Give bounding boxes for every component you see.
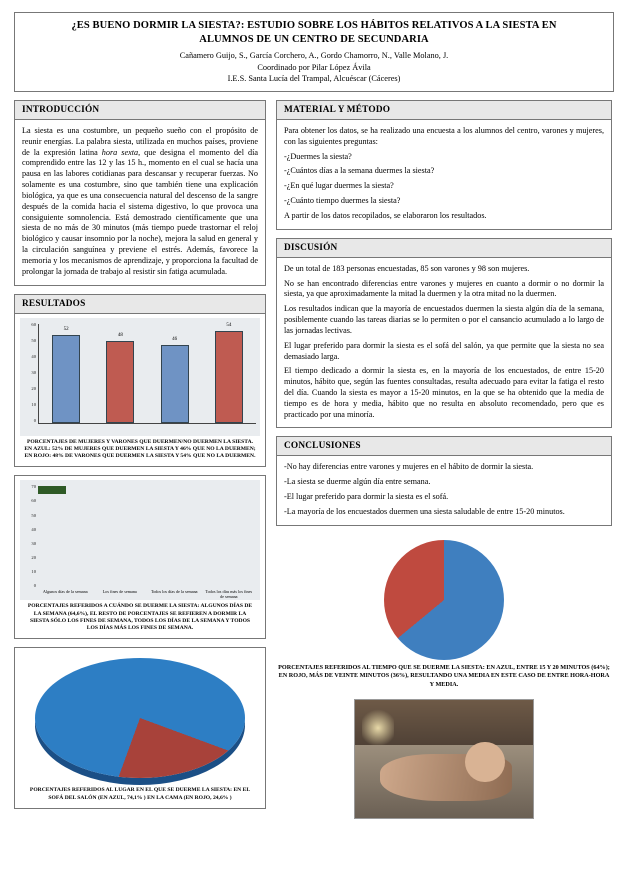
discusion-p1: De un total de 183 personas encuestadas, 85 son varones y 98 son mujeres. <box>284 263 530 273</box>
section-body-conclusiones <box>276 456 612 525</box>
figure-sexo-siesta <box>14 314 266 468</box>
x-tick: Todos los días más los fines de semana <box>205 589 253 599</box>
pie-chart-tiempo-siesta <box>276 534 612 664</box>
bar-value-label: 46 <box>172 336 178 342</box>
section-heading-discusion: DISCUSIÓN <box>276 238 612 258</box>
conclusion-1: -No hay diferencias entre varones y mujeres en el hábito de dormir la siesta. <box>284 462 534 472</box>
pie-lugar-slices <box>35 658 245 778</box>
y-tick: 0 <box>33 583 36 589</box>
bar-chart-dias-semana <box>20 480 260 600</box>
discusion-p4: El lugar preferido para dormir la siesta es el sofá del salón, ya que permite que la siesta no sea demasiado larga. <box>284 340 604 361</box>
y-tick: 60 <box>31 498 36 504</box>
figure-caption-lugar-siesta: PORCENTAJES REFERIDOS AL LUGAR EN EL QUE SE DUERME LA SIESTA: EN EL SOFÁ DEL SALÓN (EN AZUL, 74,1% ) EN LA CAMA (EN ROJO, 24,6% ) <box>29 787 251 801</box>
bar-varones-duermen <box>161 336 189 423</box>
section-body-discusion <box>276 258 612 429</box>
poster-columns <box>14 100 614 819</box>
y-tick: 60 <box>31 321 36 327</box>
left-column <box>14 100 266 819</box>
conclusion-2: -La siesta se duerme algún día entre semana. <box>284 477 431 487</box>
material-outro: A partir de los datos recopilados, se elaboraron los resultados. <box>284 210 487 220</box>
discusion-p2: No se han encontrado diferencias entre varones y mujeres en cuanto a dormir o no dormir la siesta, ya que aproximadamente la mitad la duermen y la otra mitad no la duermen. <box>284 278 604 299</box>
y-tick: 70 <box>31 484 36 490</box>
bar-todos-mas-fines <box>38 492 66 494</box>
photo-head <box>465 742 504 782</box>
bar-chart-sexo-siesta <box>20 318 260 436</box>
x-tick: Algunos días de la semana <box>42 589 88 595</box>
authors: Cañamero Guijo, S., García Corchero, A., Gordo Chamorro, N., Valle Molano, J. <box>179 51 449 61</box>
y-tick: 20 <box>31 386 36 392</box>
intro-text-a: La siesta es una costumbre, un pequeño sueño con el propósito de reunir energías. La palabra siesta, utilizada en muchos países, proviene de la expresión latina <box>22 125 258 157</box>
section-body-introduccion <box>14 120 266 286</box>
material-q4: -¿Cuánto tiempo duermes la siesta? <box>284 196 401 206</box>
photo-light <box>362 707 394 749</box>
y-axis-labels-2 <box>22 484 36 588</box>
x-axis-labels-2 <box>38 590 256 599</box>
bar-mujeres-no-duermen <box>106 333 134 422</box>
title-line-1: ¿ES BUENO DORMIR LA SIESTA?: ESTUDIO SOBRE LOS HÁBITOS RELATIVOS A LA SIESTA EN <box>71 20 557 31</box>
y-tick: 40 <box>31 353 36 359</box>
section-heading-resultados: RESULTADOS <box>14 294 266 314</box>
institution: I.E.S. Santa Lucía del Trampal, Alcuéscar (Cáceres) <box>227 73 401 83</box>
x-tick: Todos los días de la semana <box>150 589 198 595</box>
figure-caption-sexo-siesta: PORCENTAJES DE MUJERES Y VARONES QUE DUERMEN/NO DUERMEN LA SIESTA. EN AZUL: 52% DE MUJERES QUE DUERMEN LA SIESTA Y 46% QUE NO LA DUERMEN; EN ROJO: 48% DE VARONES QUE DUERMEN LA SIESTA Y 54% QUE NO LA DUERMEN. <box>24 438 256 460</box>
coordinator: Coordinado por Pilar López Ávila <box>257 62 371 72</box>
bar-plot-area-2 <box>38 486 256 494</box>
discusion-p5: El tiempo dedicado a dormir la siesta es, en la mayoría de los encuestados, de entre 15-20 minutos, hábito que, según las fuentes consultadas, resulta adecuado para evitar la fatiga el resto del día. Cuando la siesta es mayor a 15-20 minutos, en la que se ha obtenido que la media de tiempo es de hora y media, hábito que no resulta en absoluto recomendado, pero que es practicado por una minoría. <box>284 366 604 419</box>
figure-tiempo-siesta <box>276 534 612 689</box>
intro-text-italic: hora sexta <box>101 147 139 157</box>
figure-caption-dias-semana: PORCENTAJES REFERIDOS A CUÁNDO SE DUERME LA SIESTA: ALGUNOS DÍAS DE LA SEMANA (64,6%), EL RESTO DE PORCENTAJES SE REFIEREN A DORMIR LA SIESTA SÓLO LOS FINES DE SEMANA, TODOS LOS DÍAS DE LA SEMANA Y TODOS LOS DÍAS MÁS LOS FINES DE SEMANA. <box>27 603 253 632</box>
figure-caption-tiempo-siesta: PORCENTAJES REFERIDOS AL TIEMPO QUE SE DUERME LA SIESTA: EN AZUL, ENTRE 15 Y 20 MINUTOS (64%); EN ROJO, MÁS DE VEINTE MINUTOS (36%), RESULTANDO UNA MEDIA EN ESTE CASO DE ENTRE HORA-HORA Y MEDIA. <box>278 663 610 688</box>
x-tick: Los fines de semana <box>102 589 137 595</box>
title-line-2: ALUMNOS DE UN CENTRO DE SECUNDARIA <box>199 34 429 46</box>
y-tick: 30 <box>31 540 36 546</box>
y-tick: 10 <box>31 569 36 575</box>
figure-dias-semana <box>14 475 266 639</box>
section-heading-introduccion: INTRODUCCIÓN <box>14 100 266 120</box>
y-tick: 30 <box>31 369 36 375</box>
photo-container <box>276 699 612 819</box>
right-column <box>276 100 612 819</box>
figure-lugar-siesta <box>14 647 266 809</box>
photo-person-sleeping <box>354 699 534 819</box>
bar-value-label: 48 <box>117 333 123 339</box>
page-title <box>23 19 605 47</box>
section-body-material <box>276 120 612 230</box>
pie-chart-lugar-siesta <box>20 652 260 784</box>
y-tick: 40 <box>31 526 36 532</box>
discusion-p3: Los resultados indican que la mayoría de encuestados duermen la siesta algún día de la semana, posiblemente cuando las tareas diarias se lo permiten o por el cansancio acumulado a lo largo de las jornadas lectivas. <box>284 304 604 335</box>
y-axis-labels-1 <box>22 322 36 424</box>
material-q1: -¿Duermes la siesta? <box>284 151 352 161</box>
y-tick: 50 <box>31 512 36 518</box>
material-intro: Para obtener los datos, se ha realizado una encuesta a los alumnos del centro, varones y mujeres, con las siguientes preguntas: <box>284 125 604 146</box>
material-q2: -¿Cuántos días a la semana duermes la siesta? <box>284 166 435 176</box>
section-heading-material: MATERIAL Y MÉTODO <box>276 100 612 120</box>
bar-value-label: 52 <box>63 326 69 332</box>
y-tick: 50 <box>31 337 36 343</box>
pie-tiempo-slices <box>384 540 504 660</box>
y-tick: 20 <box>31 555 36 560</box>
bar-plot-area-1 <box>38 324 256 424</box>
bar-mujeres-duermen <box>52 326 80 423</box>
conclusion-3: -El lugar preferido para dormir la siesta es el sofá. <box>284 492 449 502</box>
poster-title-block <box>14 12 614 92</box>
section-heading-conclusiones: CONCLUSIONES <box>276 436 612 456</box>
material-q3: -¿En qué lugar duermes la siesta? <box>284 181 394 191</box>
intro-text-b: , que designa el momento del día comprendido entre las 12 y las 15 h., momento en el cual se hacía una pausa en las labores cotidianas para descansar y recuperar fuerzas. No solamente es una costumbre, sino que también tiene una explicación biológica, ya que es una consecuencia natural del descenso de la sangre después de la comida hacia el sistema digestivo, lo que provoca una consiguiente somnolencia. Está demostrado científicamente que una siesta de no más de 30 minutos (más tiempo puede trastornar el reloj biológico y causar insomnio por la noche), mejora la salud en general y la circulación sanguínea y previene el estrés. Además, favorece la memoria y los mecanismos de aprendizaje, y proporciona la facultad de prolongar la jornada de trabajo al resistir sin fatiga acumulada. <box>22 147 258 276</box>
bar-value-label: 54 <box>226 323 232 329</box>
y-tick: 0 <box>33 418 36 424</box>
bar-varones-no-duermen <box>215 323 243 422</box>
conclusion-4: -La mayoría de los encuestados duermen una siesta saludable de entre 15-20 minutos. <box>284 506 565 516</box>
poster <box>14 12 614 872</box>
y-tick: 10 <box>31 402 36 408</box>
